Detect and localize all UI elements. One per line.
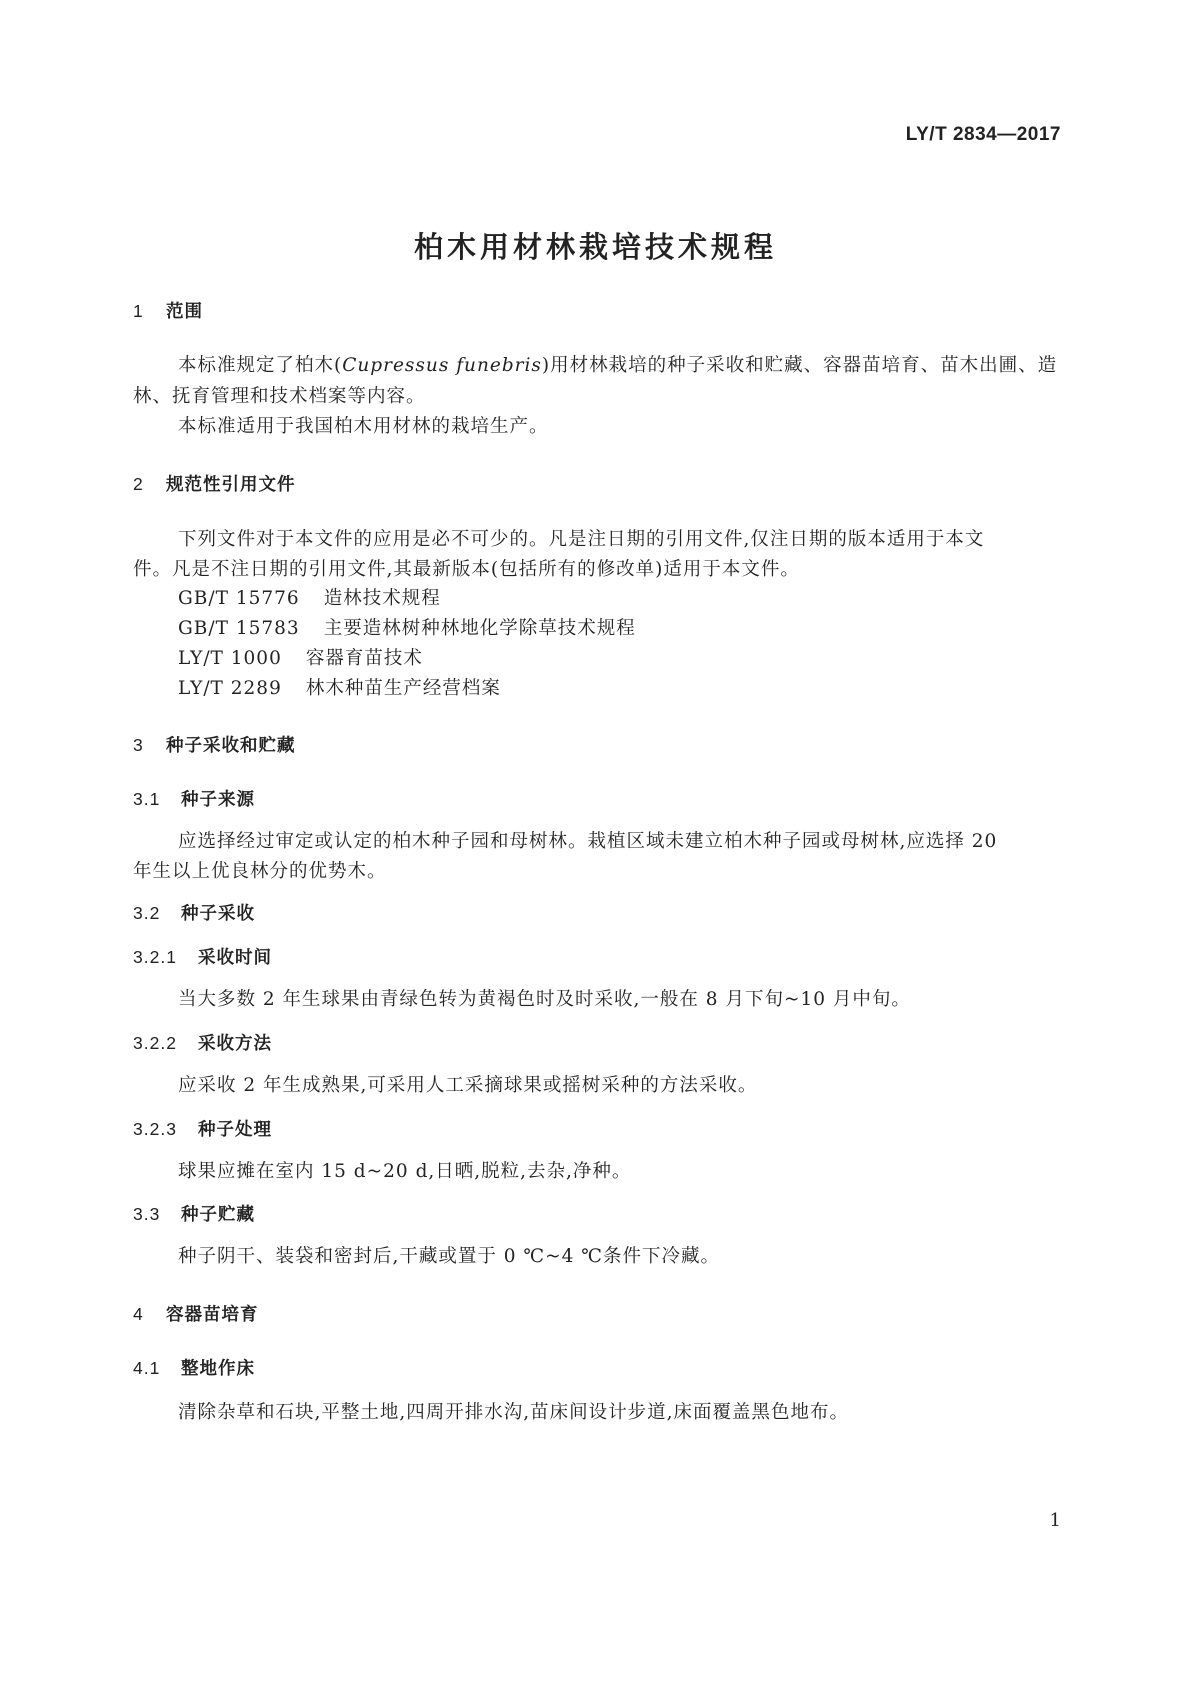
- reference-item: [178, 674, 501, 700]
- subsection-3-2-heading: [133, 900, 255, 925]
- paragraph: 当大多数 2 年生球果由青绿色转为黄褐色时及时采收,一般在 8 月下旬~10 月中旬。: [178, 989, 911, 1010]
- text-run: 本标准规定了柏木(: [178, 355, 343, 376]
- reference-code: GB/T 15783: [178, 618, 300, 639]
- section-title: 容器苗培育: [166, 1305, 259, 1325]
- section-number: 3.2.1: [133, 947, 177, 967]
- paragraph-continuation: 林、抚育管理和技术档案等内容。: [133, 386, 426, 407]
- paragraph-continuation: 件。凡是不注日期的引用文件,其最新版本(包括所有的修改单)适用于本文件。: [133, 559, 800, 580]
- section-number: 4.1: [133, 1358, 161, 1378]
- section-title: 种子采收: [181, 904, 255, 924]
- section-title: 采收方法: [198, 1034, 272, 1054]
- section-title: 采收时间: [198, 948, 272, 968]
- section-title: 规范性引用文件: [166, 475, 296, 495]
- subsection-3-2-3-heading: [133, 1116, 272, 1141]
- paragraph: 应选择经过审定或认定的柏木种子园和母树林。栽植区域未建立柏木种子园或母树林,应选择 20: [178, 831, 998, 852]
- text-run: )用材林栽培的种子采收和贮藏、容器苗培育、苗木出圃、造: [541, 355, 1058, 376]
- section-3-heading: [133, 732, 296, 757]
- section-title: 种子贮藏: [181, 1205, 255, 1225]
- reference-code: LY/T 1000: [178, 648, 282, 669]
- section-number: 2: [133, 474, 144, 494]
- paragraph: [133, 349, 1103, 383]
- section-number: 4: [133, 1304, 144, 1324]
- section-number: 3.2: [133, 903, 161, 923]
- subsection-4-1-heading: [133, 1355, 255, 1380]
- section-2-heading: [133, 471, 296, 496]
- paragraph: 应采收 2 年生成熟果,可采用人工采摘球果或摇树采种的方法采收。: [178, 1075, 758, 1096]
- section-title: 范围: [166, 302, 203, 322]
- subsection-3-3-heading: [133, 1201, 255, 1226]
- reference-item: [178, 614, 636, 640]
- reference-title: 林木种苗生产经营档案: [305, 678, 501, 699]
- latin-name: Cupressus funebris: [342, 355, 542, 376]
- section-number: 3.2.3: [133, 1119, 177, 1139]
- page-number: 1: [1049, 1510, 1061, 1531]
- paragraph: 种子阴干、装袋和密封后,干藏或置于 0 ℃~4 ℃条件下冷藏。: [178, 1246, 720, 1267]
- section-number: 1: [133, 301, 144, 321]
- reference-code: GB/T 15776: [178, 588, 300, 609]
- section-title: 种子来源: [181, 790, 255, 810]
- reference-title: 造林技术规程: [323, 588, 441, 609]
- reference-item: [178, 584, 441, 610]
- paragraph-continuation: 年生以上优良林分的优势木。: [133, 861, 387, 882]
- section-number: 3.3: [133, 1204, 161, 1224]
- reference-title: 主要造林树种林地化学除草技术规程: [323, 618, 636, 639]
- section-title: 整地作床: [181, 1359, 255, 1379]
- reference-title: 容器育苗技术: [305, 648, 423, 669]
- section-title: 种子采收和贮藏: [166, 736, 296, 756]
- subsection-3-2-1-heading: [133, 944, 272, 969]
- section-number: 3: [133, 735, 144, 755]
- subsection-3-1-heading: [133, 786, 255, 811]
- document-title: 柏木用材林栽培技术规程: [413, 230, 777, 264]
- standard-code: LY/T 2834—2017: [905, 124, 1061, 145]
- paragraph: 清除杂草和石块,平整土地,四周开排水沟,苗床间设计步道,床面覆盖黑色地布。: [178, 1402, 850, 1423]
- section-4-heading: [133, 1301, 259, 1326]
- section-number: 3.1: [133, 789, 161, 809]
- paragraph: 下列文件对于本文件的应用是必不可少的。凡是注日期的引用文件,仅注日期的版本适用于本文: [178, 529, 985, 550]
- reference-item: [178, 644, 423, 670]
- section-number: 3.2.2: [133, 1033, 177, 1053]
- section-title: 种子处理: [198, 1120, 272, 1140]
- paragraph: 本标准适用于我国柏木用材林的栽培生产。: [178, 416, 549, 437]
- section-1-heading: [133, 298, 203, 323]
- subsection-3-2-2-heading: [133, 1030, 272, 1055]
- reference-code: LY/T 2289: [178, 678, 282, 699]
- paragraph: 球果应摊在室内 15 d~20 d,日晒,脱粒,去杂,净种。: [178, 1161, 632, 1182]
